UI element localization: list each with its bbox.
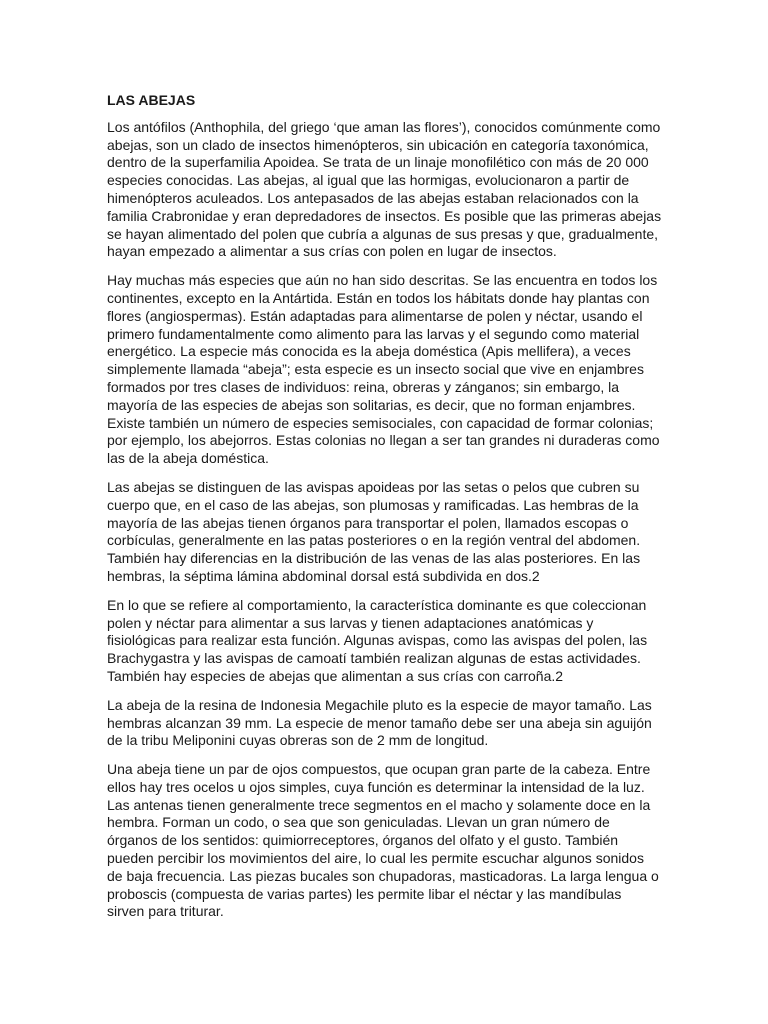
document-body xyxy=(107,92,662,932)
paragraph-6: Una abeja tiene un par de ojos compuestos, que ocupan gran parte de la cabeza. Entre ellos hay tres ocelos u ojos simples, cuya función es determinar la intensidad de la luz. Las antenas tienen generalmente trece segmentos en el macho y solamente doce en la hembra. Forman un codo, o sea que son geniculadas. Llevan un gran número de órganos de los sentidos: quimiorreceptores, órganos del olfato y el gusto. También pueden percibir los movimientos del aire, lo cual les permite escuchar algunos sonidos de baja frecuencia. Las piezas bucales son chupadoras, masticadoras. La larga lengua o proboscis (compuesta de varias partes) les permite libar el néctar y las mandíbulas sirven para triturar. xyxy=(107,761,659,920)
paragraph-1: Los antófilos (Anthophila, del griego ‘que aman las flores’), conocidos comúnmente como abejas, son un clado de insectos himenópteros, sin ubicación en categoría taxonómica, dentro de la superfamilia Apoidea. Se trata de un linaje monofilético con más de 20 000 especies conocidas. Las abejas, al igual que las hormigas, evolucionaron a partir de himenópteros aculeados. Los antepasados de las abejas estaban relacionados con la familia Crabronidae y eran depredadores de insectos. Es posible que las primeras abejas se hayan alimentado del polen que cubría a algunas de sus presas y que, gradualmente, hayan empezado a alimentar a sus crías con polen en lugar de insectos. xyxy=(107,118,662,260)
paragraph-2: Hay muchas más especies que aún no han sido descritas. Se las encuentra en todos los continentes, excepto en la Antártida. Están en todos los hábitats donde hay plantas con flores (angiospermas). Están adaptadas para alimentarse de polen y néctar, usando el primero fundamentalmente como alimento para las larvas y el segundo como material energético. La especie más conocida es la abeja doméstica (Apis mellifera), a veces simplemente llamada “abeja”; esta especie es un insecto social que vive en enjambres formados por tres clases de individuos: reina, obreras y zánganos; sin embargo, la mayoría de las especies de abejas son solitarias, es decir, que no forman enjambres. Existe también un número de especies semisociales, con capacidad de formar colonias; por ejemplo, los abejorros. Estas colonias no llegan a ser tan grandes ni duraderas como las de la abeja doméstica. xyxy=(107,272,660,467)
paragraph-5: La abeja de la resina de Indonesia Megachile pluto es la especie de mayor tamaño. Las hembras alcanzan 39 mm. La especie de menor tamaño debe ser una abeja sin aguijón de la tribu Meliponini cuyas obreras son de 2 mm de longitud. xyxy=(107,696,652,749)
document-title: LAS ABEJAS xyxy=(107,92,196,108)
paragraph-3: Las abejas se distinguen de las avispas apoideas por las setas o pelos que cubren su cuerpo que, en el caso de las abejas, son plumosas y ramificadas. Las hembras de la mayoría de las abejas tienen órganos para transportar el polen, llamados escopas o corbículas, generalmente en las patas posteriores o en la región ventral del abdomen. También hay diferencias en la distribución de las venas de las alas posteriores. En las hembras, la séptima lámina abdominal dorsal está subdivida en dos.2 xyxy=(107,478,641,584)
paragraph-4: En lo que se refiere al comportamiento, la característica dominante es que coleccionan polen y néctar para alimentar a sus larvas y tienen adaptaciones anatómicas y fisiológicas para realizar esta función. Algunas avispas, como las avispas del polen, las Brachygastra y las avispas de camoatí también realizan algunas de estas actividades. También hay especies de abejas que alimentan a sus crías con carroña.2 xyxy=(107,596,648,684)
